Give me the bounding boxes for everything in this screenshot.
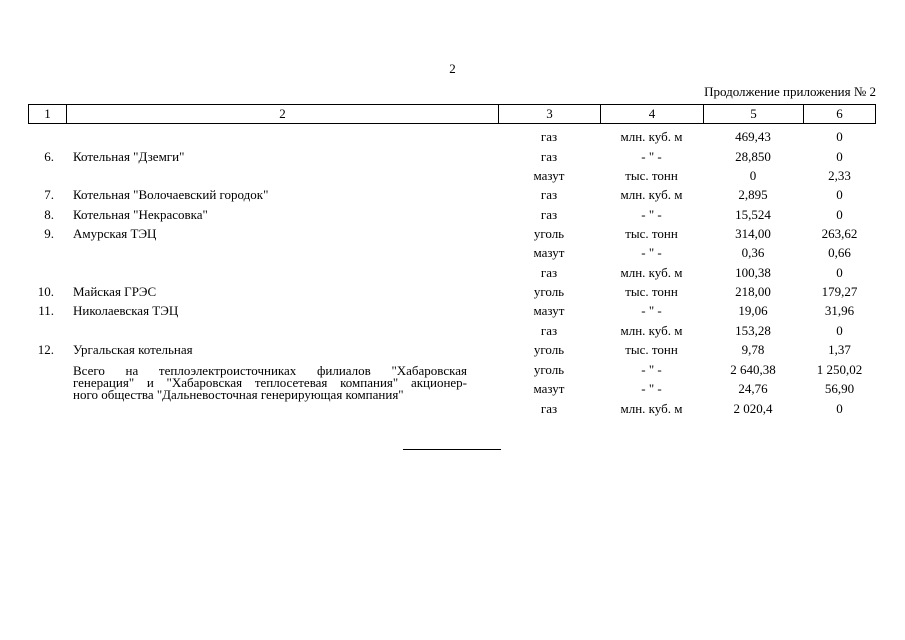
row-value-5: 19,06 bbox=[738, 303, 768, 318]
row-number: 6. bbox=[44, 149, 54, 164]
row-fuel: газ bbox=[540, 187, 558, 202]
row-name: Котельная "Некрасовка" bbox=[73, 207, 208, 222]
row-value-5: 24,76 bbox=[738, 381, 768, 396]
table-row bbox=[28, 166, 876, 185]
row-value-6: 0 bbox=[836, 129, 843, 144]
row-unit: - " - bbox=[641, 381, 662, 396]
header-col-4: 4 bbox=[601, 105, 704, 123]
table-row bbox=[28, 321, 876, 340]
row-value-5: 469,43 bbox=[735, 129, 771, 144]
row-name: Амурская ТЭЦ bbox=[73, 226, 157, 241]
row-fuel: мазут bbox=[533, 245, 565, 260]
row-value-5: 100,38 bbox=[735, 265, 771, 280]
header-col-1: 1 bbox=[29, 105, 67, 123]
row-value-6: 0 bbox=[836, 323, 843, 338]
row-value-6: 0 bbox=[836, 207, 843, 222]
row-value-6: 0 bbox=[836, 401, 843, 416]
row-value-5: 9,78 bbox=[741, 342, 765, 357]
row-fuel: мазут bbox=[533, 303, 565, 318]
row-fuel: уголь bbox=[533, 284, 565, 299]
row-name: Николаевская ТЭЦ bbox=[73, 303, 179, 318]
row-fuel: газ bbox=[540, 149, 558, 164]
row-number: 11. bbox=[38, 303, 54, 318]
row-value-6: 1 250,02 bbox=[816, 362, 863, 377]
row-unit: млн. куб. м bbox=[620, 129, 683, 144]
summary-total-label bbox=[73, 365, 467, 401]
table-row bbox=[28, 340, 876, 359]
row-value-5: 2 640,38 bbox=[730, 362, 776, 377]
row-number: 8. bbox=[44, 207, 54, 222]
row-value-5: 0 bbox=[749, 168, 757, 183]
row-name: Ургальская котельная bbox=[73, 342, 193, 357]
end-rule bbox=[403, 449, 501, 450]
row-fuel: газ bbox=[540, 207, 558, 222]
row-unit: - " - bbox=[641, 303, 662, 318]
row-value-5: 2 020,4 bbox=[733, 401, 773, 416]
row-unit: - " - bbox=[641, 362, 662, 377]
table-row bbox=[28, 205, 876, 224]
row-fuel: уголь bbox=[533, 342, 565, 357]
row-value-6: 31,96 bbox=[824, 303, 855, 318]
summary-line: ного общества "Дальневосточная генерирующая компания" bbox=[73, 387, 404, 402]
row-unit: тыс. тонн bbox=[625, 168, 678, 183]
row-fuel: мазут bbox=[533, 168, 565, 183]
row-unit: тыс. тонн bbox=[625, 284, 678, 299]
row-unit: тыс. тонн bbox=[625, 226, 678, 241]
header-col-5: 5 bbox=[704, 105, 804, 123]
row-value-6: 263,62 bbox=[821, 226, 858, 241]
page-number: 2 bbox=[449, 61, 456, 76]
summary-line: Всего на теплоэлектроисточниках филиалов "Хабаровская bbox=[73, 363, 467, 378]
row-number: 7. bbox=[44, 187, 54, 202]
row-value-6: 0 bbox=[836, 149, 843, 164]
table-row bbox=[28, 282, 876, 301]
row-number: 10. bbox=[37, 284, 54, 299]
row-name: Котельная "Дземги" bbox=[73, 149, 185, 164]
table-row bbox=[28, 301, 876, 320]
row-value-6: 56,90 bbox=[824, 381, 855, 396]
row-value-6: 0 bbox=[836, 265, 843, 280]
table-row bbox=[28, 224, 876, 243]
row-unit: млн. куб. м bbox=[620, 323, 683, 338]
table-row bbox=[28, 185, 876, 204]
row-number: 9. bbox=[44, 226, 54, 241]
row-number: 12. bbox=[37, 342, 54, 357]
row-value-5: 28,850 bbox=[735, 149, 771, 164]
row-value-6: 0,66 bbox=[828, 245, 851, 260]
row-fuel: газ bbox=[540, 401, 558, 416]
row-fuel: уголь bbox=[533, 226, 565, 241]
row-name: Котельная "Волочаевский городок" bbox=[73, 187, 269, 202]
row-unit: млн. куб. м bbox=[620, 187, 683, 202]
table-row bbox=[28, 127, 876, 146]
row-fuel: уголь bbox=[533, 362, 565, 377]
table-header bbox=[28, 104, 876, 124]
row-value-5: 15,524 bbox=[735, 207, 771, 222]
row-value-6: 2,33 bbox=[828, 168, 851, 183]
continuation-label: Продолжение приложения № 2 bbox=[704, 84, 876, 99]
row-fuel: мазут bbox=[533, 381, 565, 396]
row-unit: - " - bbox=[641, 149, 662, 164]
row-value-5: 0,36 bbox=[741, 245, 765, 260]
header-col-6: 6 bbox=[836, 106, 843, 121]
row-fuel: газ bbox=[540, 265, 558, 280]
row-unit: - " - bbox=[641, 207, 662, 222]
row-unit: - " - bbox=[641, 245, 662, 260]
row-value-6: 0 bbox=[836, 187, 843, 202]
row-fuel: газ bbox=[540, 323, 558, 338]
table-row bbox=[28, 263, 876, 282]
row-value-5: 218,00 bbox=[735, 284, 771, 299]
row-unit: млн. куб. м bbox=[620, 265, 683, 280]
row-value-5: 153,28 bbox=[735, 323, 771, 338]
summary-line: генерация" и "Хабаровская теплосетевая компания" акционер- bbox=[73, 375, 467, 390]
table-row bbox=[28, 243, 876, 262]
row-value-6: 1,37 bbox=[828, 342, 851, 357]
row-name: Майская ГРЭС bbox=[73, 284, 157, 299]
row-unit: млн. куб. м bbox=[620, 401, 683, 416]
row-value-5: 2,895 bbox=[738, 187, 768, 202]
table-row bbox=[28, 147, 876, 166]
row-fuel: газ bbox=[540, 129, 558, 144]
header-col-3: 3 bbox=[499, 105, 601, 123]
header-col-2: 2 bbox=[67, 105, 499, 123]
row-value-6: 179,27 bbox=[821, 284, 858, 299]
row-value-5: 314,00 bbox=[735, 226, 771, 241]
row-unit: тыс. тонн bbox=[625, 342, 678, 357]
